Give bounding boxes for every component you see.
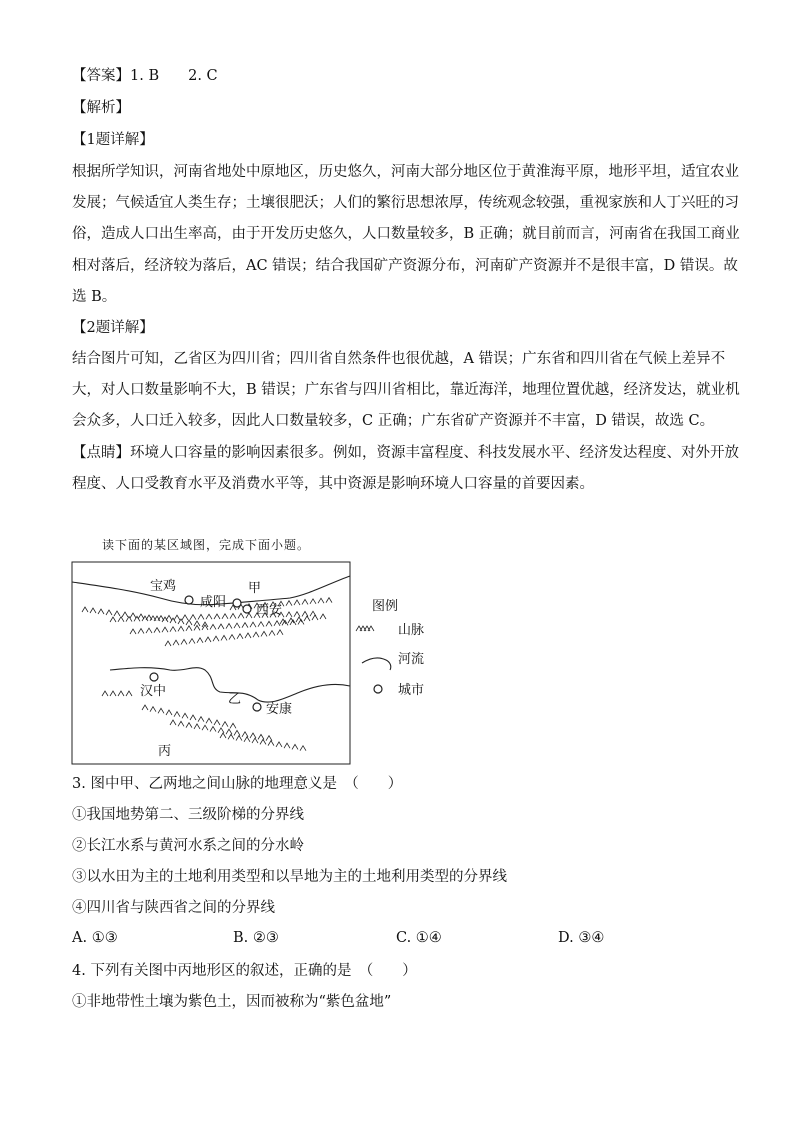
city-marker-ankang xyxy=(253,703,261,711)
legend-river: 河流 xyxy=(398,652,425,667)
q4-item-1: ①非地带性土壤为紫色土，因而被称为“紫色盆地” xyxy=(72,994,392,1010)
label-bing: 丙 xyxy=(158,744,172,759)
q3-option-c: C. ①④ xyxy=(396,930,442,946)
label-xianyang: 咸阳 xyxy=(200,595,227,610)
label-ankang: 安康 xyxy=(266,702,293,717)
tip-line-1: 程度、人口受教育水平及消费水平等，其中资源是影响环境人口容量的首要因素。 xyxy=(72,476,594,492)
label-jia: 甲 xyxy=(248,581,262,596)
q3-item-1: ①我国地势第二、三级阶梯的分界线 xyxy=(72,807,304,823)
legend-city: 城市 xyxy=(398,683,425,698)
legend-mountain: 山脉 xyxy=(398,623,425,638)
city-marker-xian xyxy=(243,605,251,613)
q2-line-2: 会众多，人口迁入较多，因此人口数量较多，C 正确；广东省矿产资源并不丰富，D 错误，故选 C。 xyxy=(72,413,715,429)
city-marker-xianyang xyxy=(233,599,241,607)
region-map xyxy=(70,560,450,770)
q3-stem: 3. 图中甲、乙两地之间山脉的地理意义是 （ ） xyxy=(72,776,403,792)
q1-line-4: 选 B。 xyxy=(72,289,117,305)
q1-heading: 【1题详解】 xyxy=(72,132,154,148)
q3-option-a: A. ①③ xyxy=(72,930,118,946)
q1-line-1: 发展；气候适宜人类生存；土壤很肥沃；人们的繁衍思想浓厚，传统观念较强，重视家族和人丁兴旺的习 xyxy=(72,195,739,211)
q2-line-0: 结合图片可知，乙省区为四川省；四川省自然条件也很优越，A 错误；广东省和四川省在气候上差异不 xyxy=(72,351,726,367)
q3-item-4: ④四川省与陕西省之间的分界线 xyxy=(72,900,275,916)
label-hanzhong: 汉中 xyxy=(140,684,167,699)
city-marker-baoji xyxy=(185,596,193,604)
label-baoji: 宝鸡 xyxy=(150,579,177,594)
q2-heading: 【2题详解】 xyxy=(72,320,154,336)
q3-option-b: B. ②③ xyxy=(233,930,279,946)
map-caption: 读下面的某区域图，完成下面小题。 xyxy=(102,538,311,552)
legend-city-symbol xyxy=(374,685,382,693)
label-yi: 乙 xyxy=(228,692,242,707)
legend-title: 图例 xyxy=(372,599,399,614)
legend-mountain-symbol xyxy=(356,626,374,631)
daba-mountains xyxy=(102,691,306,751)
label-xian: 西安 xyxy=(256,603,283,618)
q3-option-d: D. ③④ xyxy=(558,930,605,946)
q3-item-3: ③以水田为主的土地利用类型和以旱地为主的土地利用类型的分界线 xyxy=(72,869,507,885)
tip-line-0: 【点睛】环境人口容量的影响因素很多。例如，资源丰富程度、科技发展水平、经济发达程度、对外开放 xyxy=(72,445,739,461)
q2-line-1: 大，对人口数量影响不大，B 错误；广东省与四川省相比，靠近海洋，地理位置优越，经济发达，就业机 xyxy=(72,382,740,398)
q3-item-2: ②长江水系与黄河水系之间的分水岭 xyxy=(72,838,304,854)
q4-stem: 4. 下列有关图中丙地形区的叙述，正确的是 （ ） xyxy=(72,963,417,979)
answer-line: 【答案】1. B 2. C xyxy=(72,68,218,84)
legend-river-symbol xyxy=(362,658,391,670)
q1-line-0: 根据所学知识，河南省地处中原地区，历史悠久，河南大部分地区位于黄淮海平原，地形平坦，适宜农业 xyxy=(72,164,739,180)
city-marker-hanzhong xyxy=(150,673,158,681)
analysis-heading: 【解析】 xyxy=(72,100,130,116)
q1-line-3: 相对落后，经济较为落后，AC 错误；结合我国矿产资源分布，河南矿产资源并不是很丰富，D 错误。故 xyxy=(72,258,738,274)
q1-line-2: 俗，造成人口出生率高，由于开发历史悠久，人口数量较多，B 正确；就目前而言，河南省在我国工商业 xyxy=(72,226,740,242)
